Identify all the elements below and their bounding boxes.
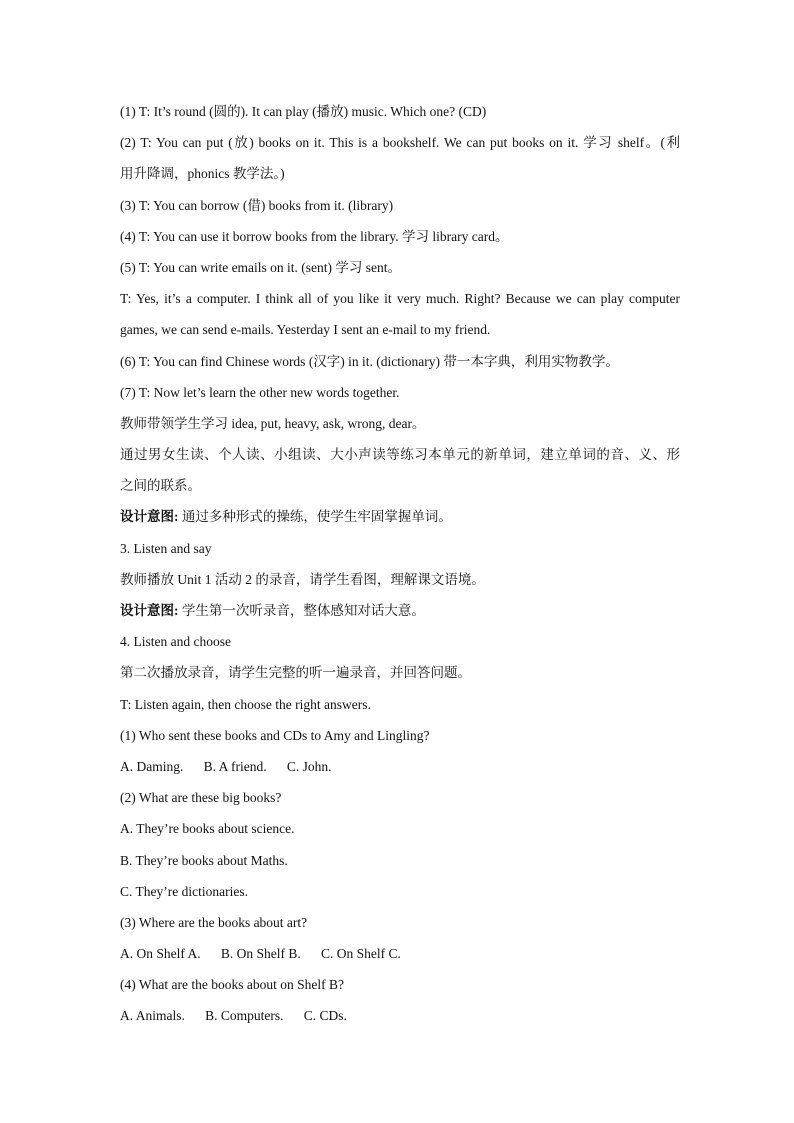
design-intent-label: 设计意图: <box>120 603 179 618</box>
question-line-5 <box>120 256 680 287</box>
section-heading-listen-say <box>120 537 680 568</box>
line-text: (1) Who sent these books and CDs to Amy and Lingling? <box>120 727 430 743</box>
line-text: (6) T: You can find Chinese words (汉字) in it. (dictionary) 带一本字典，利用实物教学。 <box>120 353 619 369</box>
line-text: T: Yes, it’s a computer. I think all of you like it very much. Right? Because we can play computer <box>120 291 680 307</box>
question-line-3 <box>120 194 680 225</box>
teacher-remark-line <box>120 287 680 318</box>
line-text: (5) T: You can write emails on it. (sent) 学习 sent。 <box>120 259 402 275</box>
line-text: (1) T: It’s round (圆的). It can play (播放) music. Which one? (CD) <box>120 104 487 119</box>
practice-line <box>120 443 680 474</box>
section-heading-listen-choose <box>120 630 680 661</box>
line-text: 用升降调，phonics 教学法。) <box>120 166 285 182</box>
question-line-7 <box>120 381 680 412</box>
line-text: A. On Shelf A. B. On Shelf B. C. On Shelf C. <box>120 946 401 962</box>
quiz-question-2 <box>120 786 680 817</box>
document-body <box>120 100 680 1036</box>
quiz-question-1 <box>120 724 680 755</box>
line-text: 教师播放 Unit 1 活动 2 的录音，请学生看图，理解课文语境。 <box>120 571 485 587</box>
question-line-4 <box>120 225 680 256</box>
section-heading: 4. Listen and choose <box>120 634 231 650</box>
quiz-option-2c <box>120 880 680 911</box>
quiz-options-4 <box>120 1004 680 1035</box>
design-intent-1 <box>120 505 680 536</box>
quiz-options-1 <box>120 755 680 786</box>
line-text: (3) Where are the books about art? <box>120 914 308 930</box>
vocab-line <box>120 412 680 443</box>
line-text: 之间的联系。 <box>120 478 201 494</box>
line-text: (2) What are these big books? <box>120 790 282 806</box>
quiz-question-4 <box>120 973 680 1004</box>
line-text: (3) T: You can borrow (借) books from it. (library) <box>120 197 394 213</box>
question-line-6 <box>120 350 680 381</box>
quiz-question-3 <box>120 911 680 942</box>
line-text: A. They’re books about science. <box>120 821 295 837</box>
practice-line-cont <box>120 474 680 505</box>
line-text: (2) T: You can put (放) books on it. This is a bookshelf. We can put books on it. 学习 shelf。(利 <box>120 135 680 151</box>
line-text: A. Daming. B. A friend. C. John. <box>120 758 332 774</box>
line-text: (4) What are the books about on Shelf B? <box>120 977 344 993</box>
line-text: (7) T: Now let’s learn the other new words together. <box>120 384 400 400</box>
line-text: games, we can send e-mails. Yesterday I sent an e-mail to my friend. <box>120 322 491 338</box>
quiz-options-3 <box>120 942 680 973</box>
line-text: T: Listen again, then choose the right answers. <box>120 696 371 712</box>
line-text: 通过男女生读、个人读、小组读、大小声读等练习本单元的新单词，建立单词的音、义、形 <box>120 447 680 463</box>
section-heading: 3. Listen and say <box>120 540 212 556</box>
line-text: 第二次播放录音，请学生完整的听一遍录音，并回答问题。 <box>120 665 471 681</box>
quiz-option-2b <box>120 849 680 880</box>
question-line-1 <box>120 100 680 131</box>
teacher-remark-cont <box>120 318 680 349</box>
line-text: C. They’re dictionaries. <box>120 883 248 899</box>
line-text: B. They’re books about Maths. <box>120 852 288 868</box>
line-text: 学生第一次听录音，整体感知对话大意。 <box>178 603 425 618</box>
line-text: 教师带领学生学习 idea, put, heavy, ask, wrong, dear。 <box>120 415 426 431</box>
instruction-line-1 <box>120 568 680 599</box>
question-line-2-cont <box>120 162 680 193</box>
instruction-line-2 <box>120 661 680 692</box>
line-text: A. Animals. B. Computers. C. CDs. <box>120 1008 347 1024</box>
design-intent-label: 设计意图: <box>120 509 179 525</box>
line-text: 通过多种形式的操练，使学生牢固掌握单词。 <box>178 509 452 525</box>
question-line-2 <box>120 131 680 162</box>
line-text: (4) T: You can use it borrow books from the library. 学习 library card。 <box>120 228 509 244</box>
design-intent-2 <box>120 599 680 630</box>
quiz-option-2a <box>120 817 680 848</box>
teacher-instruction <box>120 693 680 724</box>
